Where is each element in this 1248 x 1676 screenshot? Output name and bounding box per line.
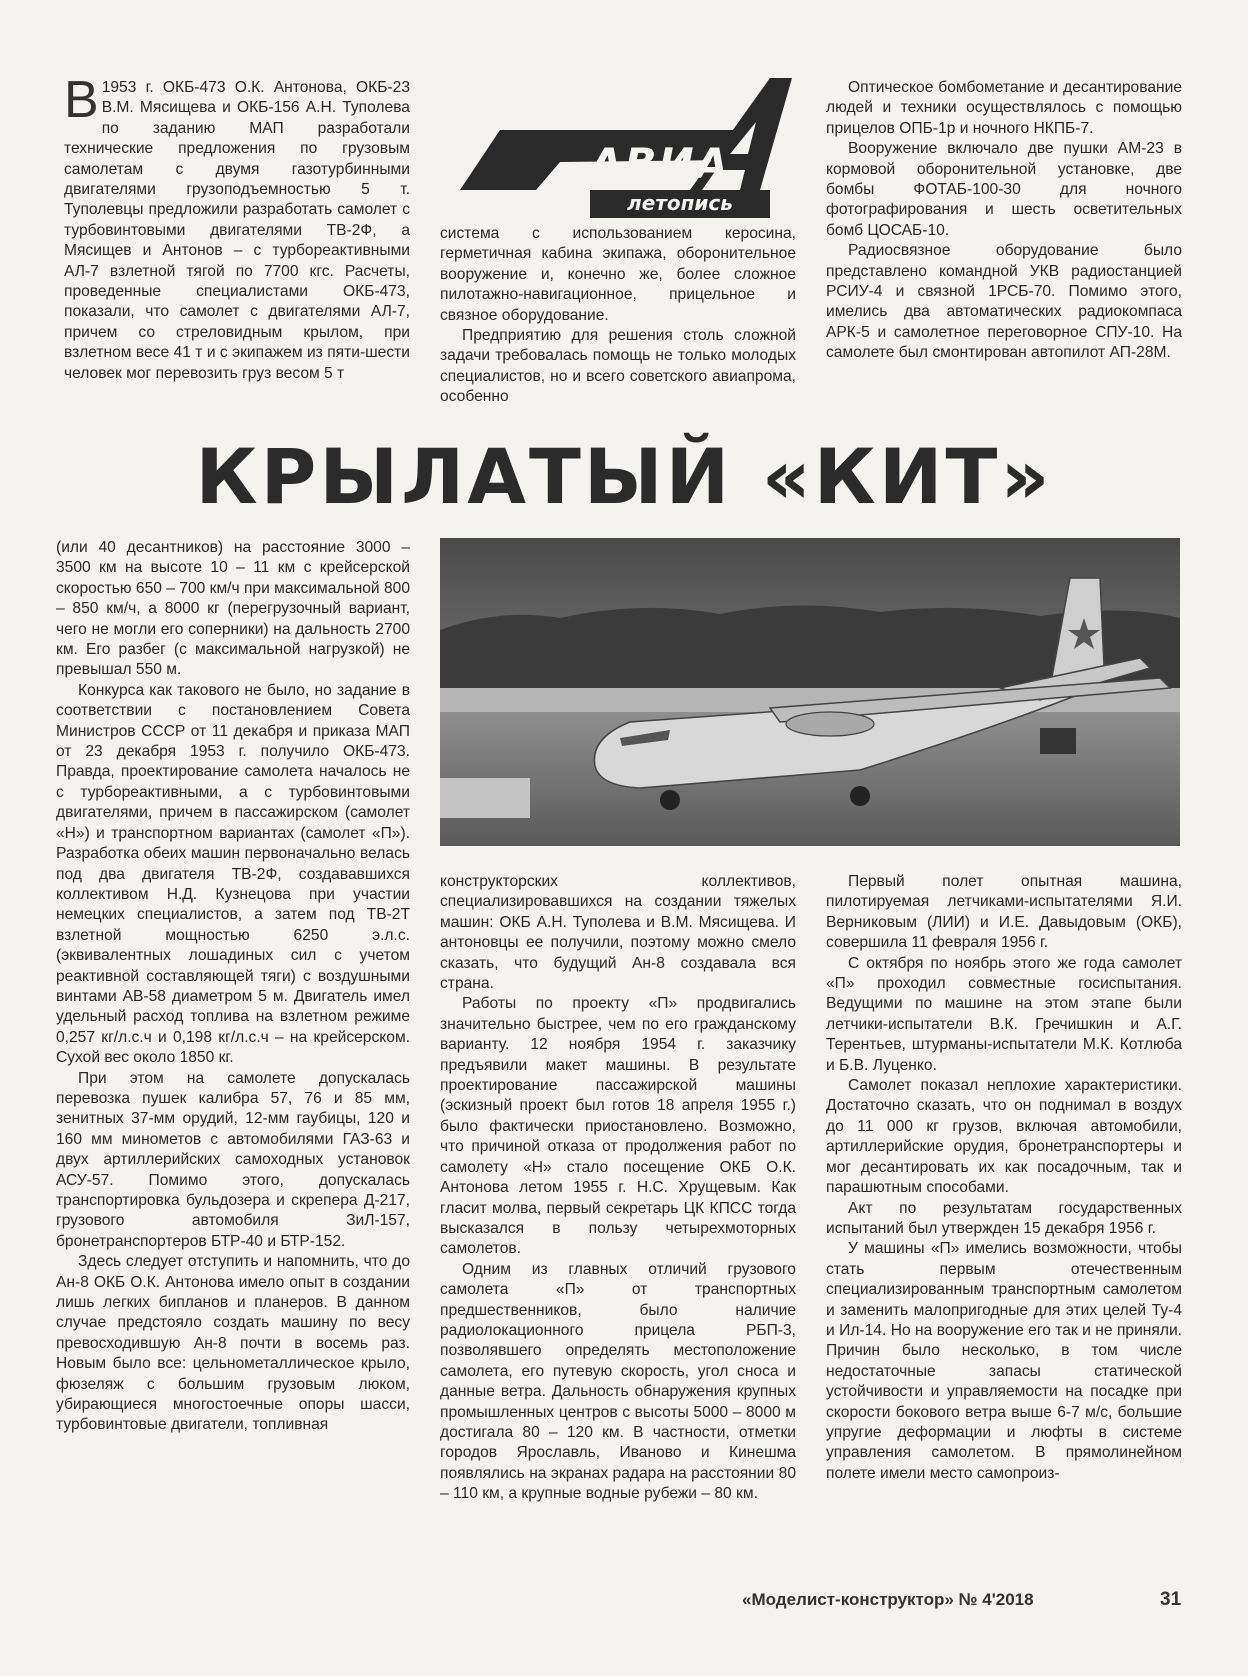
aircraft-photo bbox=[440, 538, 1180, 846]
logo-subtitle: летопись bbox=[627, 191, 733, 215]
magazine-issue: «Моделист-конструктор» № 4'2018 bbox=[742, 1590, 1034, 1609]
paragraph: (или 40 десантников) на расстояние 3000 – 3500 км на высоте 10 – 11 км с крейсерской скоростью 650 – 700 км/ч при максимальной 800 – 850 км/ч, а 8000 кг (перегрузочный вариант, чего не могли его соперники) на дальность 2700 км. Его разбег (с максимальной нагрузкой) не превышал 550 м. bbox=[56, 539, 410, 679]
bottom-column-2 bbox=[440, 872, 796, 1505]
paragraph: Работы по проекту «П» продвигались значительно быстрее, чем по его гражданскому варианту. 12 ноября 1954 г. заказчику предъявили макет машины. В результате проектирование пассажирской машины (эскизный проект был готов 18 апреля 1955 г.) было фактически приостановлено. Возможно, что причиной отказа от продолжения работ по самолету «Н» стало посещение ОКБ О.К. Антонова летом 1955 г. Н.С. Хрущевым. Как гласит молва, первый секретарь ЦК КПСС тогда высказался в пользу четырехмоторных самолетов. bbox=[440, 995, 796, 1258]
paragraph: Предприятию для решения столь сложной задачи требовалась помощь не только молодых специалистов, но и всего советского авиапрома, особенно bbox=[440, 327, 796, 406]
paragraph: Конкурса как такового не было, но задание в соответствии с постановлением Совета Министров СССР от 11 декабря и приказа МАП от 23 декабря 1953 г. получило ОКБ-473. Правда, проектирование самолета началось не с турбореактивными, а с турбовинтовыми двигателями, причем в пассажирском (самолет «Н») и транспортном вариантах (самолет «П»). Разработка обеих машин первоначально велась под два двигателя ТВ-2Ф, создававшихся коллективом Н.Д. Кузнецова при участии немецких специалистов, а затем под ТВ-2Т взлетной мощностью 6250 э.л.с. (эквивалентных лошадиных сил с учетом реактивной составляющей тяги) с воздушными винтами АВ-58 диаметром 5 м. Двигатель имел удельный расход топлива на взлетном режиме 0,257 кг/л.с.ч и 0,198 кг/л.с.ч – на крейсерском. Сухой вес около 1850 кг. bbox=[56, 681, 410, 1067]
paragraph: С октября по ноябрь этого же года самолет «П» проходил совместные госиспытания. Ведущими по машине на этом этапе были летчики-испытатели В.К. Гречишкин и А.Г. Терентьев, штурманы-испытатели М.К. Котлюба и Б.В. Луценко. bbox=[826, 954, 1182, 1074]
paragraph: Вооружение включало две пушки АМ-23 в кормовой оборонительной установке, две бомбы ФОТАБ-100-30 для ночного фотографирования и шесть осветительных бомб ЦОСАБ-10. bbox=[826, 140, 1182, 239]
bottom-column-1 bbox=[56, 538, 410, 1436]
paragraph: Здесь следует отступить и напомнить, что до Ан-8 ОКБ О.К. Антонова имело опыт в создании лишь легких бипланов и планеров. В данном случае предстояло создать машину по весу превосходившую Ан-8 почти в восемь раз. Новым было все: цельнометаллическое крыло, фюзеляж с большим грузовым люком, убирающиеся многостоечные опоры шасси, турбовинтовые двигатели, топливная bbox=[56, 1253, 410, 1434]
drop-cap: В bbox=[64, 71, 99, 129]
paragraph: Первый полет опытная машина, пилотируемая летчиками-испытателями Я.И. Верниковым (ЛИИ) и И.Е. Давыдовым (ОКБ), совершила 11 февраля 1956 г. bbox=[826, 873, 1182, 952]
paragraph: конструкторских коллективов, специализировавшихся на создании тяжелых машин: ОКБ А.Н. Туполева и В.М. Мясищева. И антоновцы ее получили, поэтому можно смело сказать, что будущий Ан-8 создавала вся страна. bbox=[440, 873, 796, 993]
logo-word: АВИА bbox=[590, 139, 731, 188]
avia-letopis-logo bbox=[440, 70, 800, 218]
paragraph: Одним из главных отличий грузового самолета «П» от транспортных предшественников, было наличие радиолокационного прицела РБП-3, позволявшего определять местоположение самолета, его путевую скорость, угол сноса и данные ветра. Дальность обнаружения крупных промышленных центров с высоты 5000 – 8000 м достигала 80 – 120 км. В частности, отметки городов Ярославль, Иваново и Кинешма появлялись на экранах радара на расстоянии 80 – 110 км, а крупные водные рубежи – 80 км. bbox=[440, 1260, 796, 1503]
paragraph: Радиосвязное оборудование было представлено командной УКВ радиостанцией РСИУ-4 и связной 1РСБ-70. Помимо этого, имелись два автоматических радиокомпаса АРК-5 и самолетное переговорное СПУ-10. На самолете был смонтирован автопилот АП-28М. bbox=[826, 242, 1182, 362]
paragraph: Акт по результатам государственных испытаний был утвержден 15 декабря 1956 г. bbox=[826, 1199, 1182, 1237]
paragraph: система с использованием керосина, герметичная кабина экипажа, оборонительное вооружение и, конечно же, более сложное пилотажно-навигационное, прицельное и связное оборудование. bbox=[440, 225, 796, 324]
paragraph: У машины «П» имелись возможности, чтобы стать первым отечественным специализированным транспортным самолетом и заменить малопригодные для этих целей Ту-4 и Ил-14. Но на вооружение его так и не приняли. Причин было несколько, в том числе недостаточные запасы статической устойчивости и управляемости на посадке при скорости бокового ветра выше 6-7 м/с, большие упругие деформации и люфты в системе управления самолетом. В прямолинейном полете имели место самопроиз- bbox=[826, 1240, 1182, 1482]
top-column-1 bbox=[64, 71, 410, 384]
article-title: КРЫЛАТЫЙ «КИТ» bbox=[195, 432, 1053, 521]
top-column-3 bbox=[826, 78, 1182, 364]
top-column-2 bbox=[440, 224, 796, 408]
bottom-column-3 bbox=[826, 872, 1182, 1484]
intro-paragraph: В 1953 г. ОКБ-473 О.К. Антонова, ОКБ-23 В.М. Мясищева и ОКБ-156 А.Н. Туполева по заданию МАП разработали технические предложения по грузовым самолетам с двумя газотурбинными двигателями грузоподъемностью 5 т. Туполевцы предложили разработать самолет с турбовинтовыми двигателями ТВ-2Ф, а Мясищев и Антонов – с турбореактивными АЛ-7 взлетной тягой по 7700 кгс. Расчеты, проведенные специалистами ОКБ-473, показали, что самолет с двигателями АЛ-7, причем со стреловидным крылом, при взлетном весе 41 т и с экипажем из пяти-шести человек мог перевозить груз весом 5 т bbox=[64, 71, 410, 382]
paragraph: Самолет показал неплохие характеристики. Достаточно сказать, что он поднимал в воздух до 11 000 кг грузов, включая автомобили, артиллерийские орудия, бронетранспортеры и мог десантировать их как посадочным, так и парашютным способами. bbox=[826, 1077, 1182, 1197]
logo-graphic bbox=[460, 78, 792, 218]
paragraph: При этом на самолете допускалась перевозка пушек калибра 57, 76 и 85 мм, зенитных 37-мм орудий, 12-мм гаубицы, 120 и 160 мм минометов с автомобилями ГАЗ-63 и двух артиллерийских самоходных установок АСУ-57. Помимо этого, допускалась транспортировка бульдозера и скрепера Д-217, грузового автомобиля ЗиЛ-157, бронетранспортеров БТР-40 и БТР-152. bbox=[56, 1069, 410, 1250]
page-number: 31 bbox=[1160, 1589, 1182, 1610]
paragraph: Оптическое бомбометание и десантирование людей и техники осуществлялось с помощью прицелов ОПБ-1р и ночного НКПБ-7. bbox=[826, 79, 1182, 137]
